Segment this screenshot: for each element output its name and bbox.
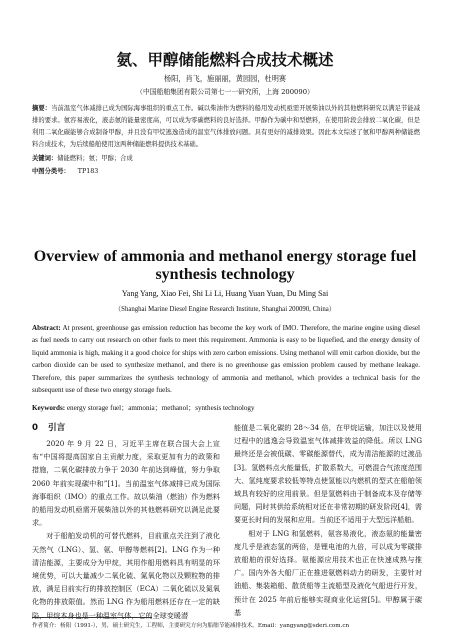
keywords-en-text: energy storage fuel；ammonia；methanol；synthesis technology [66, 404, 255, 412]
keywords-en-label: Keywords: [32, 404, 66, 412]
clc-label: 中图分类号： [32, 168, 70, 175]
title-cn: 氨、甲醇储能燃料合成技术概述 [116, 51, 334, 69]
clc-number [32, 166, 420, 178]
section-heading [32, 421, 65, 433]
abstract-cn-label: 摘要： [32, 105, 52, 112]
left-column [32, 437, 220, 622]
abstract-en-text: At present, greenhouse gas emission reduction has become the key work of IMO. Therefore, the marine engine using diesel as fuel needs to carry out research on other fuels to meet this requirement. Ammonia is easy to be liquefied, and the energy density of liquid ammonia is high, making it a good choice for ships with zero carbon emissions. Using methanol will emit carbon dioxide, but the carbon dioxide can be used to synthesize methanol, and there is no greenhouse gas emission problem caused by methane leakage. Therefore, this paper summarizes the synthesis technology of ammonia and methanol, which provides a technical basis for the subsequent use of these two energy storage fuels. [32, 324, 420, 395]
right-paragraph-1: 能值是二氧化碳的 28～34 倍，在甲烷运输，加注以及使用过程中的逃逸会导致温室气体减排效益的降低。所以 LNG 最终还是会被低碳、零碳能源替代，成为清洁能源的过渡品[3]。氢燃料点火能量低，扩散系数大，可燃混合气浓度范围大、氢纯度要求较低等特点使氢能以内燃机的型式在船舶领域具有较好的应用前景。但是氢燃料由于制备成本及存储等问题，同时其供给系统相对还在非常初期的研发阶段[4]，需要更长时间的发展和应用。当前还不适用于大型远洋船舶。 [234, 423, 422, 525]
left-paragraph-1: 2020 年 9 月 22 日，习近平主席在联合国大会上宣布“中国将提高国家自主贡献力度，采取更加有力的政策和措施，二氧化碳排放力争于 2030 年前达到峰值，努力争取 2060 年前实现碳中和”[1]。当前温室气体减排已成为国际海事组织（IMO）的重点工作。故以柴油（燃油）作为燃料的船用发动机亟需开展柴油以外的其他燃料研究以满足此要求。 [32, 439, 220, 528]
keywords-cn-label: 关键词： [32, 155, 58, 162]
right-column [234, 421, 422, 619]
abstract-cn [32, 103, 420, 151]
clc-value: TP183 [77, 168, 99, 175]
title-en: Overview of ammonia and methanol energy storage fuel synthesis technology [33, 248, 417, 283]
keywords-cn [32, 153, 420, 165]
section-number: 0 [32, 423, 38, 433]
left-paragraph-2: 对于船舶发动机的可替代燃料，目前重点关注到了液化天然气（LNG）、氢、氨、甲醇等燃料[2]。LNG 作为一种清洁能源，主要成分为甲烷，其用作船用燃料具有明显的环境优势，可以大量减少二氧化硫、氮氧化物以及颗粒物的排放，满足目前实行的排放控制区（ECA）二氧化硫以及氮氧化物的排放限值。然而 LNG 作为船用燃料还存在一定的缺陷，甲烷本身也是一种温室气体，它的全球变暖潜 [32, 531, 220, 620]
footnote-rule [32, 617, 152, 618]
author-footnote: 作者简介：杨阳（1991-），男，硕士研究生，工程师，主要研究方向为船舶节能减排技术。Email：yangyang@sderi.com.cn [32, 623, 350, 629]
keywords-cn-text: 储能燃料；氨；甲醇；合成 [57, 155, 133, 162]
authors-en: Yang Yang, Xiao Fei, Shi Li Li, Huang Yuan Yuan, Du Ming Sai [121, 289, 329, 298]
affiliation-cn: （中国船舶集团有限公司第七一一研究所，上海 200090） [136, 88, 314, 96]
abstract-en [32, 322, 420, 396]
section-title: 引言 [47, 423, 66, 433]
abstract-en-label: Abstract: [32, 324, 61, 332]
right-paragraph-2: 相对于 LNG 和氢燃料，氨容易液化，液态氨的能量密度几乎是液态氢的两倍，是锂电池的九倍，可以成为零碳排放船舶的很好选择。氨能源应用技术也正在快速成熟与推广。国内外各大船厂正在推进氨燃料动力的研发，主要针对油船、集装箱船、散货船等主流船型及液化气船进行开发，预计在 2025 年前后能够实现商业化运营[5]。甲醇属于碳基 [234, 528, 422, 617]
abstract-cn-text: 当前温室气体减排已成为国际海事组织的重点工作。碱以柴油作为燃料的船用发动机亟需开展柴油以外的其他燃料研究以满足节能减排的要求。氨容易液化，液态氨的能量密度高，可以成为零碳燃料的良好选择。甲醇作为碳中和型燃料，在使用阶段会排放二氧化碳，但是利用二氧化碳能够合成制备甲醇，并且没有甲烷逃逸造成的温室气体排放问题。具有更好的减排效果。因此本文综述了氨和甲醇两种储能燃料合成技术，为后续船舶使用这两种储能燃料提供技术基础。 [32, 105, 421, 148]
affiliation-en: （Shanghai Marine Diesel Engine Research Institute, Shanghai 200090, China） [114, 306, 336, 313]
keywords-en [32, 402, 420, 414]
authors-cn: 杨阳，肖飞，施丽丽，黄园园，杜明赛 [163, 74, 287, 83]
